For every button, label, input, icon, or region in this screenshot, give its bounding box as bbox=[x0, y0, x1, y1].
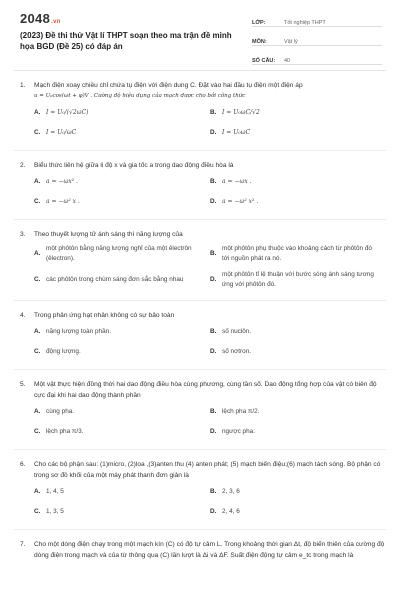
question-number: 6. bbox=[20, 461, 26, 468]
answer-option[interactable] bbox=[210, 345, 386, 359]
answer-option[interactable] bbox=[210, 175, 386, 189]
meta-value: Vật lý bbox=[284, 39, 298, 45]
option-letter: B. bbox=[210, 178, 217, 185]
question-text: Cho một dòng điện chạy trong một mạch kín (C) có độ tự cảm L. Trong khoảng thời gian Δt, độ biến thiên của cường độ dòng điện trong mạch và của từ thông qua (C) lần lượt là Δi và ΔF. Suất điện động tự cảm e_tc trong mạch là bbox=[34, 541, 385, 559]
option-text: năng lượng toàn phần. bbox=[46, 328, 111, 335]
option-letter: A. bbox=[34, 109, 41, 116]
question-text: Theo thuyết lượng tử ánh sáng thì năng lượng của bbox=[34, 231, 183, 238]
option-letter: C. bbox=[34, 276, 41, 283]
answer-option[interactable] bbox=[34, 325, 210, 339]
option-letter: C. bbox=[34, 428, 41, 435]
answer-option[interactable] bbox=[34, 405, 210, 419]
option-text: ngược pha. bbox=[222, 428, 255, 435]
option-text: 1, 4, 5 bbox=[46, 488, 64, 495]
option-letter: C. bbox=[34, 508, 41, 515]
option-text: I = U₀/(√2ωC) bbox=[46, 109, 89, 116]
question-number: 1. bbox=[20, 82, 26, 89]
meta-label: LỚP: bbox=[252, 20, 266, 26]
question-text-block bbox=[34, 80, 386, 102]
option-text: a = −ωx . bbox=[222, 178, 252, 185]
option-text: số nơtron. bbox=[222, 348, 252, 355]
question-separator bbox=[14, 150, 386, 151]
answer-options bbox=[34, 175, 386, 209]
option-text: I = U₀/ωC bbox=[46, 129, 77, 136]
option-text: cùng pha. bbox=[46, 408, 75, 415]
question-number: 5. bbox=[20, 381, 26, 388]
meta-value: Tốt nghiệp THPT bbox=[284, 20, 326, 26]
question-text-block bbox=[34, 160, 386, 171]
option-letter: B. bbox=[210, 109, 217, 116]
page-header bbox=[0, 0, 400, 62]
option-letter: B. bbox=[210, 408, 217, 415]
question-separator bbox=[14, 300, 386, 301]
answer-option[interactable] bbox=[34, 270, 210, 290]
answer-option[interactable] bbox=[210, 405, 386, 419]
answer-option[interactable] bbox=[34, 175, 210, 189]
option-text: động lượng. bbox=[46, 348, 81, 355]
option-letter: D. bbox=[210, 428, 217, 435]
question-stem bbox=[20, 539, 386, 561]
option-letter: A. bbox=[34, 488, 41, 495]
answer-option[interactable] bbox=[34, 244, 210, 264]
answer-options bbox=[34, 244, 386, 290]
answer-option[interactable] bbox=[34, 126, 210, 140]
meta-row-class bbox=[252, 12, 382, 27]
question-text-block bbox=[34, 459, 386, 481]
answer-option[interactable] bbox=[210, 195, 386, 209]
question-number: 4. bbox=[20, 312, 26, 319]
option-letter: B. bbox=[210, 488, 217, 495]
answer-options bbox=[34, 325, 386, 359]
question-separator bbox=[14, 529, 386, 530]
option-text: a = −ωx² . bbox=[46, 178, 78, 185]
answer-option[interactable] bbox=[34, 195, 210, 209]
question-item bbox=[20, 459, 386, 519]
answer-option[interactable] bbox=[210, 325, 386, 339]
option-letter: C. bbox=[34, 348, 41, 355]
question-text: Một vật thực hiện đồng thời hai dao động điều hòa cùng phương, cùng tần số. Dao động tổng hợp của vật có biên độ cực đại khi hai dao động thành phần bbox=[34, 381, 377, 399]
option-text: số nuclôn. bbox=[222, 328, 252, 335]
answer-option[interactable] bbox=[210, 126, 386, 140]
exam-meta bbox=[252, 12, 382, 69]
option-letter: D. bbox=[210, 129, 217, 136]
question-item bbox=[20, 160, 386, 209]
question-stem bbox=[20, 80, 386, 102]
question-text-block bbox=[34, 379, 386, 401]
answer-option[interactable] bbox=[34, 425, 210, 439]
option-letter: B. bbox=[210, 328, 217, 335]
answer-options bbox=[34, 405, 386, 439]
option-text: một phôtôn phụ thuộc vào khoảng cách từ phôtôn đó tới nguồn phát ra nó. bbox=[222, 245, 372, 262]
question-item bbox=[20, 80, 386, 140]
logo-suffix: .vn bbox=[51, 19, 61, 25]
question-stem bbox=[20, 379, 386, 401]
answer-options bbox=[34, 485, 386, 519]
question-number: 2. bbox=[20, 162, 26, 169]
meta-value: 40 bbox=[284, 58, 291, 64]
meta-label: SỐ CÂU: bbox=[252, 58, 276, 64]
question-text-block bbox=[34, 229, 386, 240]
option-letter: D. bbox=[210, 348, 217, 355]
question-item bbox=[20, 539, 386, 561]
option-text: một phôtôn bằng năng lượng nghỉ của một êlectrôn (êlectron). bbox=[46, 245, 192, 262]
option-letter: A. bbox=[34, 408, 41, 415]
option-letter: A. bbox=[34, 250, 41, 257]
answer-option[interactable] bbox=[210, 106, 386, 120]
option-text: 2, 3, 6 bbox=[222, 488, 240, 495]
question-list bbox=[0, 80, 400, 561]
meta-row-count bbox=[252, 50, 382, 65]
answer-option[interactable] bbox=[34, 505, 210, 519]
meta-label: MÔN: bbox=[252, 39, 267, 45]
option-letter: D. bbox=[210, 508, 217, 515]
option-text: a = −ω² x . bbox=[46, 198, 80, 205]
question-stem bbox=[20, 160, 386, 171]
answer-option[interactable] bbox=[210, 485, 386, 499]
answer-option[interactable] bbox=[210, 244, 386, 264]
option-text: lệch pha π/2. bbox=[222, 408, 260, 415]
answer-option[interactable] bbox=[34, 485, 210, 499]
option-letter: C. bbox=[34, 129, 41, 136]
option-letter: B. bbox=[210, 250, 217, 257]
option-text: I = U₀ωC/√2 bbox=[222, 109, 260, 116]
logo-text: 2048 bbox=[20, 11, 51, 26]
question-separator bbox=[14, 219, 386, 220]
question-item bbox=[20, 379, 386, 439]
option-letter: C. bbox=[34, 198, 41, 205]
answer-option[interactable] bbox=[210, 270, 386, 290]
answer-option[interactable] bbox=[34, 106, 210, 120]
option-letter: D. bbox=[210, 276, 217, 283]
document-title: (2023) Đề thi thử Vật lí THPT soạn theo ma trận đề minh họa BGD (Đề 25) có đáp án bbox=[20, 31, 232, 51]
question-text: Trong phản ứng hạt nhân không có sự bảo toàn bbox=[34, 312, 175, 319]
answer-option[interactable] bbox=[210, 505, 386, 519]
question-item bbox=[20, 229, 386, 290]
option-letter: A. bbox=[34, 328, 41, 335]
question-number: 7. bbox=[20, 541, 26, 548]
question-item bbox=[20, 310, 386, 359]
answer-option[interactable] bbox=[210, 425, 386, 439]
option-text: I = U₀ωC bbox=[222, 129, 251, 136]
option-letter: D. bbox=[210, 198, 217, 205]
question-text-block bbox=[34, 539, 386, 561]
question-stem bbox=[20, 229, 386, 240]
option-letter: A. bbox=[34, 178, 41, 185]
question-stem bbox=[20, 459, 386, 481]
site-logo[interactable] bbox=[20, 11, 61, 26]
question-text: Cho các bộ phận sau: (1)micro, (2)loa ,(3)anten thu (4) anten phát; (5) mạch biến điệu;(6) mạch tách sóng. Bộ phận có trong sơ đồ khối của một máy phát thanh đơn giản là bbox=[34, 461, 381, 479]
meta-row-subject bbox=[252, 31, 382, 46]
question-text-block bbox=[34, 310, 386, 321]
option-text: a = −ω² x² . bbox=[222, 198, 259, 205]
option-text: lệch pha π/3. bbox=[46, 428, 84, 435]
answer-options bbox=[34, 106, 386, 140]
question-text: Biểu thức liên hệ giữa li độ x và gia tốc a trong dao động điều hòa là bbox=[34, 162, 234, 169]
option-text: một phôtôn tỉ lệ thuận với bước sóng ánh sáng tương ứng với phôtôn đó. bbox=[222, 271, 374, 288]
question-formula: u = U₀cos(ωt + φ)V . Cường độ hiệu dụng của mạch được cho bởi công thức bbox=[34, 93, 246, 99]
question-stem bbox=[20, 310, 386, 321]
option-text: 2, 4, 6 bbox=[222, 508, 240, 515]
option-text: 1, 3, 5 bbox=[46, 508, 64, 515]
question-number: 3. bbox=[20, 231, 26, 238]
question-separator bbox=[14, 369, 386, 370]
option-text: các phôtôn trong chùm sáng đơn sắc bằng nhau bbox=[46, 276, 184, 283]
answer-option[interactable] bbox=[34, 345, 210, 359]
header-divider bbox=[14, 70, 386, 71]
question-text: Mạch điện xoay chiều chỉ chứa tụ điện với điện dung C. Đặt vào hai đầu tụ điện một điện áp bbox=[34, 82, 303, 89]
question-separator bbox=[14, 449, 386, 450]
